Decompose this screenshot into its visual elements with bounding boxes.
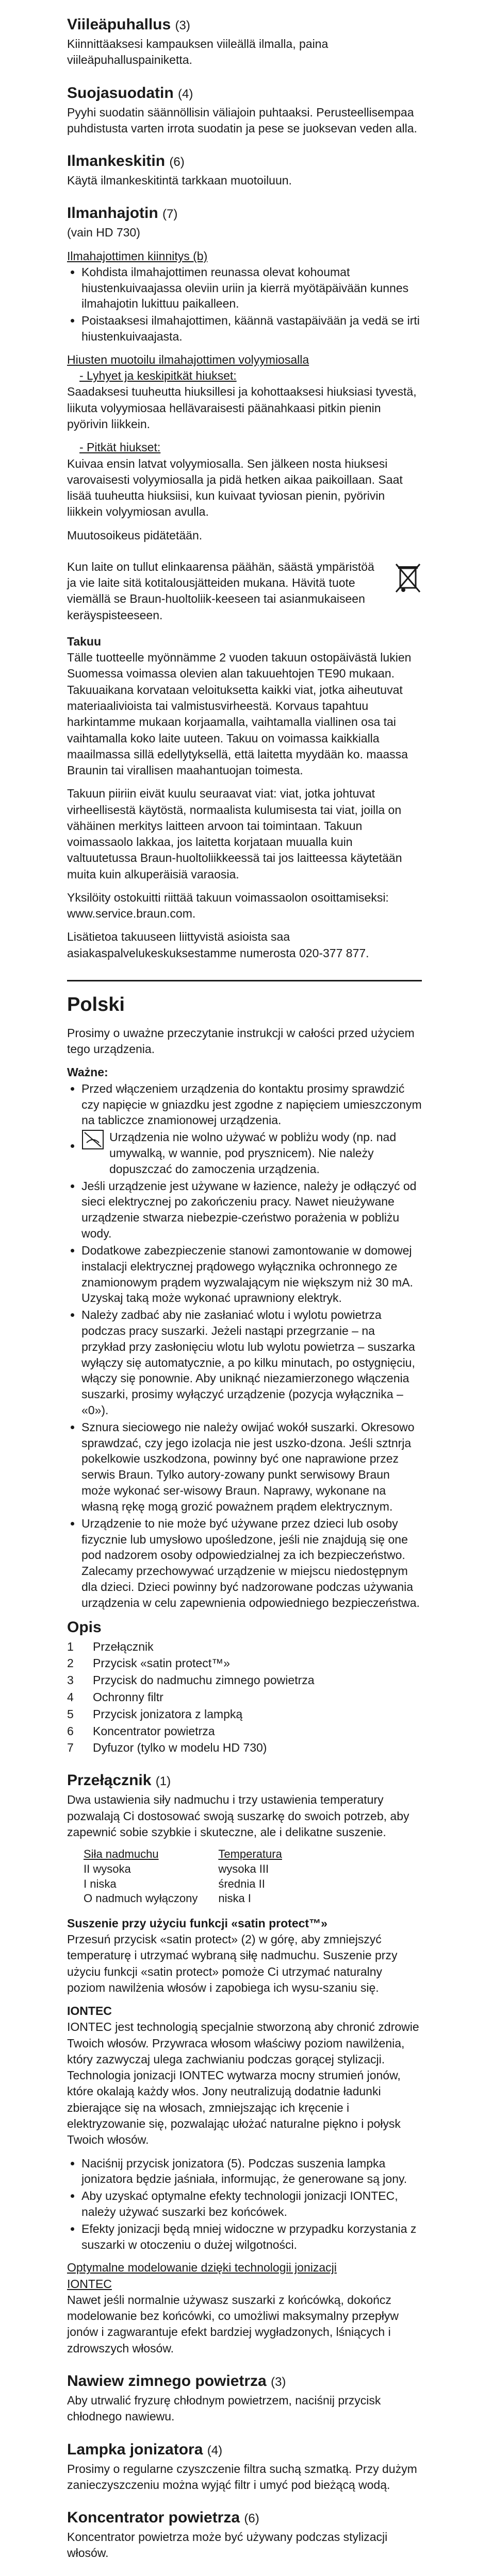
pl-description-section [67, 1618, 422, 1756]
pl-settings-table [84, 1848, 303, 1906]
fi-styling-head: Hiusten muotoilu ilmahajottimen volyymiosalla [67, 352, 309, 366]
pl-iontec-opt-head: Optymalne modelowanie dzięki technologii jonizacji [67, 2261, 337, 2275]
fi-recycle-note [67, 559, 422, 623]
crossed-bin-icon [394, 562, 422, 594]
pl-description-title: Opis [67, 1618, 102, 1636]
fi-short-hair-text: Saadaksesi tuuheutta hiuksillesi ja kohottaaksesi hiuksiasi tyvestä, liikuta volyymiosaa hellävaraisesti päänahkaasi pitkin pienin pyörivin liikkein. [67, 385, 417, 431]
table-row: II wysoka wysoka III [84, 1862, 269, 1876]
list-item: • Efekty jonizacji będą mniej widoczne w przypadku korzystania z suszarki w otoczeniu o dużej wilgotności. [81, 2221, 422, 2253]
fi-warranty-text-1: Tälle tuotteelle myönnämme 2 vuoden takuun ostopäivästä lukien Suomessa voimassa olevien alan takuuehtojen TE90 mukaan. Takuuaikana korvataan veloituksetta kaikki viat, jotka aiheutuvat materiaalivioista tai valmistusvirheestä. Korvaus tapahtuu harkintamme mukaan korjaamalla, vaihtamalla viallinen osa tai vaihtamalla koko laite uuteen. Takuu on voimassa kaikkialla maailmassa sillä edellytyksellä, että laitetta myydään ko. maassa Braunin tai virallisen maahantuojan toimesta. [67, 651, 412, 777]
pl-parts-list [67, 1639, 422, 1756]
pl-ion-lamp-text: Prosimy o regularne czyszczenie filtra suchą szmatką. Przy dużym zanieczyszczeniu można wyjąć filtr i umyć pod bieżącą wodą. [67, 2462, 417, 2492]
list-item [81, 1129, 422, 1177]
fi-warranty-text-4: Lisätietoa takuuseen liittyvistä asioista saa asiakaspalvelukeskuksestamme numerosta 020-377 877. [67, 930, 369, 960]
list-item-text: • Urządzenia nie wolno używać w pobliżu wody (np. nad umywalką, w wannie, pod prysznicem). Nie należy dopuszczać do zamoczenia urządzenia. [109, 1130, 397, 1176]
list-item: • Urządzenie to nie może być używane przez dzieci lub osoby fizycznie lub umysłowo upośledzone, jeśli nie znajdują się one pod nadzorem osoby odpowiedzialnej za ich bezpieczeństwo. Zalecamy przechowywać urządzenie w miejscu niedostępnym dla dzieci. Dzieci powinny być nadzorowane podczas używania urządzenia w celu zapewnienia odpowiedniego bezpieczeństwa. [81, 1516, 422, 1611]
pl-switch-num: (1) [155, 1774, 171, 1789]
pl-cool-shot-title: Nawiew zimnego powietrza [67, 2372, 267, 2390]
fi-cool-shot-section [67, 15, 422, 69]
fi-short-hair-head: - Lyhyet ja keskipitkät hiukset: [79, 369, 237, 383]
fi-filter-title: Suojasuodatin [67, 84, 174, 101]
pl-iontec-head: IONTEC [67, 2004, 112, 2018]
fi-diffuser-attach-list [67, 264, 422, 345]
pl-iontec-opt-text: Nawet jeśli normalnie używasz suszarki z końcówką, dokończ modelowanie bez końcówki, co umożliwi maksymalny przepływ jonów i zagwarantuje efekt bardziej wygładzonych, lśniących i zdrowszych włosów. [67, 2293, 399, 2355]
list-item: 1 Przełącznik [67, 1639, 154, 1653]
table-header-row [84, 1848, 303, 1862]
pl-concentrator-section [67, 2509, 422, 2562]
fi-recycle-text: Kun laite on tullut elinkaarensa päähän, säästä ympäristöä ja vie laite sitä kotitalousjätteiden mukana. Hävitä tuote viemällä se Braun-huoltoliik-keeseen tai asianmukaiseen keräyspisteeseen. [67, 560, 374, 622]
fi-diffuser-num: (7) [162, 207, 178, 222]
pl-concentrator-num: (6) [244, 2512, 259, 2526]
pl-intro: Prosimy o uważne przeczytanie instrukcji w całości przed użyciem tego urządzenia. [67, 1026, 415, 1056]
pl-switch-text: Dwa ustawienia siły nadmuchu i trzy ustawienia temperatury pozwalają Ci dostosować swoją suszarkę do swoich potrzeb, aby zapewnić sobie szybkie i skuteczne, ale i delikatne suszenie. [67, 1793, 409, 1839]
fi-concentrator-num: (6) [169, 155, 185, 170]
list-item: 6 Koncentrator powietrza [67, 1724, 215, 1738]
list-item: 7 Dyfuzor (tylko w modelu HD 730) [67, 1741, 267, 1755]
pl-ion-lamp-num: (4) [207, 2443, 223, 2458]
fi-concentrator-section [67, 152, 422, 189]
fi-diffuser-attach-head: Ilmahajottimen kiinnitys (b) [67, 249, 208, 263]
pl-important-label: Ważne: [67, 1065, 108, 1079]
fi-diffuser-title: Ilmanhajotin [67, 205, 158, 222]
fi-filter-section [67, 84, 422, 137]
pl-iontec-text: IONTEC jest technologią specjalnie stworzoną aby chronić zdrowie Twoich włosów. Przywraca włosom właściwy poziom nawilżenia, który zazwyczaj ulega zachwianiu podczas gorącej stylizacji. Technologia jonizacji IONTEC wytwarza mocny strumień jonów, które okalają każdy włos. Jony neutralizują dodatnie ładunki zbierające się na włosach, zmniejszając ich kręcenie i elektryzowanie się, pozwalając ułożać naturalne piękno i połysk Twoich włosów. [67, 2020, 419, 2147]
table-header: Siła nadmuchu [84, 1848, 159, 1861]
list-item: 3 Przycisk do nadmuchu zimnego powietrza [67, 1673, 315, 1687]
list-item: • Należy zadbać aby nie zasłaniać wlotu i wylotu powietrza podczas pracy suszarki. Jeżeli nastąpi przegrzanie – na przykład przy zasłonięciu wlotu lub wylotu powietrza – suszarka wyłączy się automatycznie, a po kilku minutach, po ostygnięciu, włączy się ponownie. Aby uniknąć niezamierzonego włączenia suszarki, prosimy wyłączyć urządzenie (pozycja wyłącznika – «0»). [81, 1307, 422, 1418]
list-item: 5 Przycisk jonizatora z lampką [67, 1707, 243, 1721]
list-item: • Kohdista ilmahajottimen reunassa olevat kohoumat hiustenkuivaajassa oleviin uriin ja kierrä myötäpäivään kunnes ilmahajotin lukittuu paikalleen. [81, 264, 422, 312]
pl-concentrator-text: Koncentrator powietrza może być używany podczas stylizacji włosów. [67, 2530, 388, 2560]
pl-ion-lamp-section [67, 2441, 422, 2494]
pl-cool-shot-section [67, 2372, 422, 2425]
fi-cool-shot-num: (3) [175, 19, 190, 32]
page [67, 15, 422, 2576]
fi-concentrator-text: Käytä ilmankeskitintä tarkkaan muotoiluun. [67, 174, 292, 188]
list-item: 2 Przycisk «satin protect™» [67, 1656, 230, 1670]
fi-warranty-title: Takuu [67, 634, 102, 648]
table-row: O nadmuch wyłączony niska I [84, 1892, 251, 1905]
list-item: • Dodatkowe zabezpieczenie stanowi zamontowanie w domowej instalacji elektrycznej prądowego wyłącznika ochronnego ze znamionowym prądem wyzwalającym nie większym niż 30 mA. Uzyskaj taką może wykonać uprawniony elektryk. [81, 1243, 422, 1306]
fi-cool-shot-text: Kiinnittäaksesi kampauksen viileällä ilmalla, paina viileäpuhalluspainiketta. [67, 37, 329, 67]
list-item: • Naciśnij przycisk jonizatora (5). Podczas suszenia lampka jonizatora będzie jaśniała, informując, że generowane są jony. [81, 2156, 422, 2188]
section-divider [67, 980, 422, 981]
pl-safety-list [67, 1081, 422, 1611]
table-row: I niska średnia II [84, 1877, 265, 1890]
pl-concentrator-title: Koncentrator powietrza [67, 2509, 240, 2527]
pl-satin-head: Suszenie przy użyciu funkcji «satin protect™» [67, 1916, 327, 1930]
list-item: • Sznura sieciowego nie należy owijać wokół suszarki. Okresowo sprawdzać, czy jego izolacja nie jest uszko-dzona. Jeśli sztnrja pokelkowie uszkodzona, powinny być one naprawione przez serwis Braun. Tylko autory-zowany punkt serwisowy Braun może wykonać ser-wisowy Braun. Naprawy, wykonane na własną rękę mogą grozić poważnem prądem elektrycznym. [81, 1419, 422, 1515]
fi-concentrator-title: Ilmankeskitin [67, 152, 166, 170]
fi-diffuser-section [67, 204, 422, 544]
pl-switch-title: Przełącznik [67, 1772, 152, 1789]
fi-long-hair-head: - Pitkät hiukset: [79, 440, 161, 454]
pl-ion-lamp-title: Lampka jonizatora [67, 2441, 203, 2458]
list-item: • Przed włączeniem urządzenia do kontaktu prosimy sprawdzić czy napięcie w gniazdku jest zgodne z napięciem umieszczonym na tabliczce znamionowej urządzenia. [81, 1081, 422, 1128]
fi-warranty-section [67, 634, 422, 961]
fi-warranty-text-2: Takuun piiriin eivät kuulu seuraavat viat: viat, jotka johtuvat virheellisestä käytöstä, normaalista kulumisesta tai viat, joilla on vähäinen merkitys laitteen arvoon tai toimintaan. Takuun voimassaolo lakkaa, jos laitetta korjataan muualla kuin valtuutetussa Braun-huoltoliikkeessä tai jos laitteessa käytetään muita kuin alkuperäisiä varaosia. [67, 787, 402, 881]
list-item: • Poistaaksesi ilmahajottimen, käännä vastapäivään ja vedä se irti hiustenkuivaajasta. [81, 313, 422, 345]
pl-cool-shot-num: (3) [271, 2375, 286, 2389]
table-header: Temperatura [218, 1848, 282, 1861]
pl-iontec-list [67, 2156, 422, 2253]
pl-satin-text: Przesuń przycisk «satin protect» (2) w górę, aby zmniejszyć temperaturę i utrzymać wybraną siłę nadmuchu. Suszenie przy użyciu funkcji «satin protect» pomoże Ci utrzymać naturalny poziom nawilżenia włosów i zapobiega ich wysu-szaniu się. [67, 1933, 398, 1994]
list-item: • Aby uzyskać optymalne efekty technologii jonizacji IONTEC, należy używać suszarki bez końcówek. [81, 2188, 422, 2220]
fi-diffuser-sub: (vain HD 730) [67, 226, 140, 240]
fi-change-notice: Muutosoikeus pidätetään. [67, 528, 203, 542]
pl-switch-section [67, 1771, 422, 2357]
fi-warranty-text-3: Yksilöity ostokuitti riittää takuun voimassaolon osoittamiseksi: www.service.braun.com. [67, 890, 389, 921]
pl-cool-shot-text: Aby utrwalić fryzurę chłodnym powietrzem, naciśnij przycisk chłodnego nawiewu. [67, 2394, 381, 2424]
fi-filter-text: Pyyhi suodatin säännöllisin väliajoin puhtaaksi. Perusteellisempaa puhdistusta varten irrota suodatin ja pese se juoksevan veden alla. [67, 105, 417, 135]
list-item: 4 Ochronny filtr [67, 1690, 163, 1704]
no-water-icon [81, 1129, 104, 1150]
pl-title: Polski [67, 993, 125, 1015]
pl-iontec-opt-head-2: IONTEC [67, 2277, 112, 2291]
list-item: • Jeśli urządzenie jest używane w łazience, należy je odłączyć od sieci elektrycznej po zakończeniu pracy. Nawet nieużywane urządzenie stwarza niebezpie-czeństwo porażenia w pobliżu wody. [81, 1178, 422, 1242]
fi-cool-shot-title: Viileäpuhallus [67, 16, 171, 33]
fi-filter-num: (4) [178, 87, 193, 101]
fi-long-hair-text: Kuivaa ensin latvat volyymiosalla. Sen jälkeen nosta hiuksesi varovaisesti volyymiosalla ja pidä hetken aikaa paikoillaan. Saat lisää tuuheutta hiuksiisi, kun kuivaat tyviosan pienin, pyörivin liikkein volyymiosan avulla. [67, 456, 403, 519]
